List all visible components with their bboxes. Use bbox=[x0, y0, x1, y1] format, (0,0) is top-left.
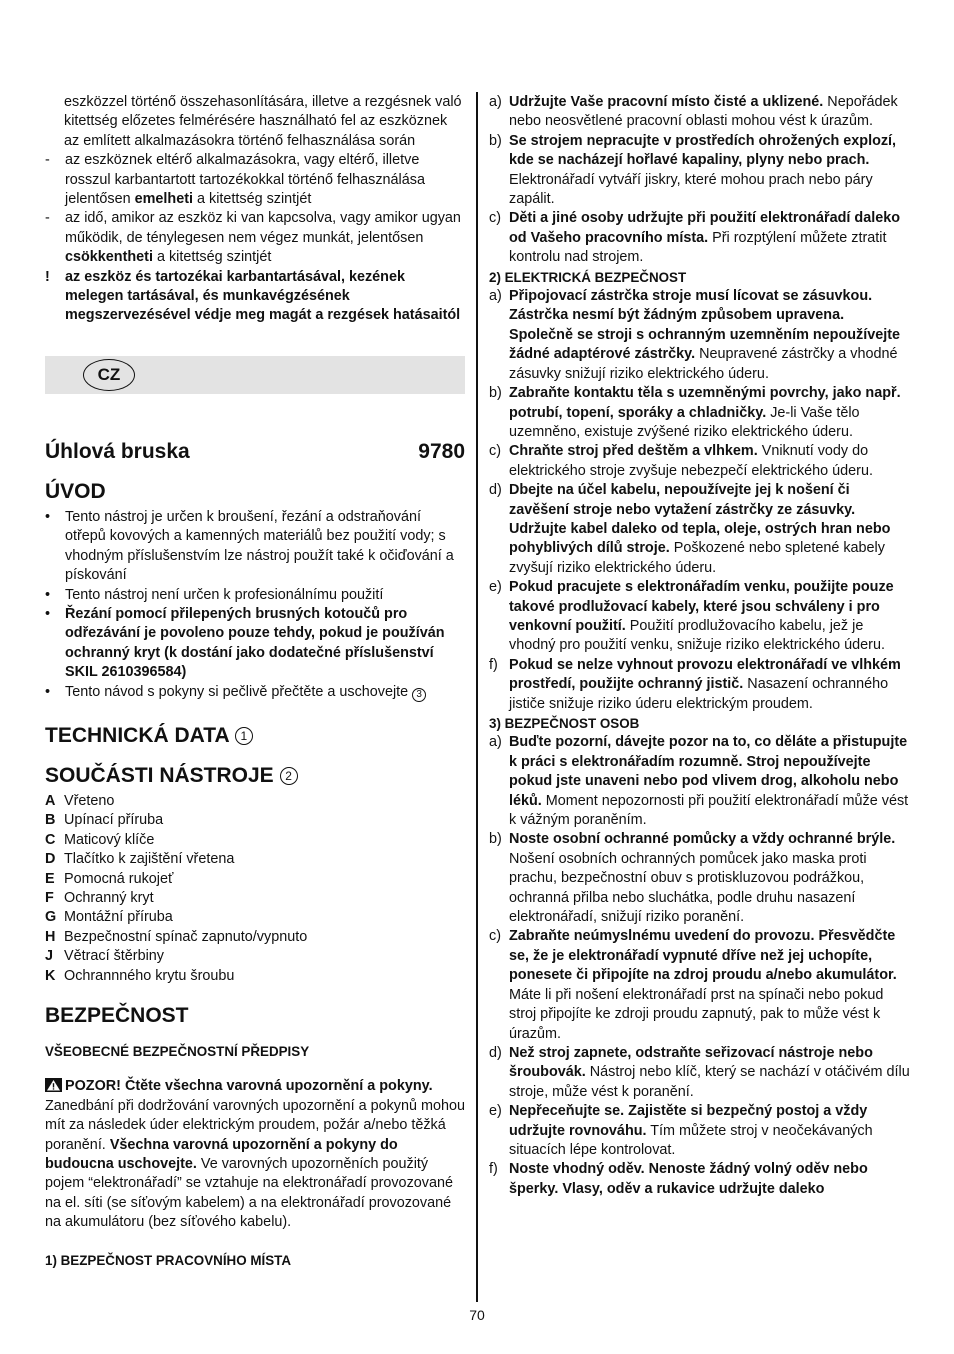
parts-list bbox=[45, 792, 465, 986]
bullet-item: • Řezání pomocí přilepených brusných kotoučů pro odřezávání je povoleno pouze tehdy, pokud je používán ochranný kryt (k dostání jako dodatečné příslušenství SKIL 2610396584) bbox=[45, 605, 445, 681]
safety-item: a) Buďte pozorní, dávejte pozor na to, co děláte a přistupujte k práci s elektronářadím rozumně. Stroj nepoužívejte pokud jste unaveni nebo pod vlivem drog, alkoholu nebo léků. Moment nepozornosti při použití elektronářadí může vést k vážným poraněním. bbox=[489, 734, 909, 829]
part-label: Větrací štěrbiny bbox=[64, 948, 164, 965]
part-label: Ochranný kryt bbox=[64, 889, 154, 906]
warning-triangle-icon bbox=[45, 1078, 62, 1092]
page-number: 70 bbox=[469, 1307, 485, 1323]
safety-item: d) Než stroj zapnete, odstraňte seřizovací nástroje nebo šroubovák. Nástroj nebo klíč, který se nachází v otáčivém dílu stroje, může vést k poranění. bbox=[489, 1044, 910, 1100]
part-letter: C bbox=[45, 831, 56, 848]
part-letter: K bbox=[45, 967, 56, 984]
language-badge: CZ bbox=[83, 359, 135, 391]
part-label: Montážní příruba bbox=[64, 909, 173, 926]
part-item bbox=[45, 850, 465, 869]
part-item bbox=[45, 831, 465, 850]
part-item bbox=[45, 889, 465, 908]
part-label: Tlačítko k zajištění vřetena bbox=[64, 851, 235, 868]
general-safety-heading: VŠEOBECNÉ BEZPEČNOSTNÍ PŘEDPISY bbox=[45, 1044, 310, 1059]
bullet-item: • Tento nástroj není určen k profesionálnímu použití bbox=[45, 586, 384, 603]
part-label: Bezpečnostní spínač zapnuto/vypnuto bbox=[64, 928, 308, 945]
bullet-item: • Tento nástroj je určen k broušení, řezání a odstraňování otřepů kovových a kamenných materiálů bez použití vody; s vhodným příslušenstvím lze nástroj použít také k očiďování a pískování bbox=[45, 508, 454, 584]
part-item bbox=[45, 967, 465, 986]
personal-safety-heading: 3) BEZPEČNOST OSOB bbox=[489, 716, 640, 731]
hu-warning-item: ! az eszköz és tartozékai karbantartásával, kezének melegen tartásával, és munkavégzésének megszervezésével védje meg magát a rezgések hatásaitól bbox=[45, 268, 461, 324]
part-item bbox=[45, 811, 465, 830]
safety-item: f) Noste vhodný oděv. Nenoste žádný volný oděv nebo šperky. Vlasy, oděv a rukavice udržujte daleko bbox=[489, 1161, 868, 1197]
personal-safety-list bbox=[489, 733, 911, 1199]
safety-item: c) Chraňte stroj před deštěm a vlhkem. Vniknutí vody do elektrického stroje zvyšuje nebezpečí elektrického úderu. bbox=[489, 443, 873, 479]
part-label: Upínací příruba bbox=[64, 812, 164, 829]
part-label: Maticový klíče bbox=[64, 831, 155, 848]
safety-item: d) Dbejte na účel kabelu, nepoužívejte jej k nošení či zavěšení stroje nebo vytažení zástrčky ze zásuvky. Udržujte kabel daleko od tepla, oleje, ostrých hran nebo pohyblivých dílů stroje. Poškozené nebo spletené kabely zvyšují riziko elektrického úderu. bbox=[489, 482, 891, 576]
hu-dash-item: - az eszköznek eltérő alkalmazásokra, vagy eltérő, illetve rosszul karbantartott tartozékokkal történő felhasználása jelentősen emelheti a kitettség szintjét bbox=[45, 152, 425, 208]
part-label: Pomocná rukojeť bbox=[64, 870, 174, 887]
column-divider bbox=[476, 92, 478, 1302]
safety-item: a) Udržujte Vaše pracovní místo čisté a uklizené. Nepořádek nebo neosvětlené pracovní oblasti mohou vést k úrazům. bbox=[489, 94, 898, 130]
safety-item: c) Děti a jiné osoby udržujte při použití elektronářadí daleko od Vašeho pracovního místa. Při rozptýlení můžete ztratit kontrolu nad strojem. bbox=[489, 210, 901, 266]
part-letter: G bbox=[45, 909, 57, 926]
part-letter: B bbox=[45, 812, 56, 829]
part-letter: H bbox=[45, 928, 56, 945]
part-item bbox=[45, 792, 465, 811]
safety-item: e) Pokud pracujete s elektronářadím venku, použijte pouze takové prodlužovací kabely, které jsou schváleny i pro venkovní použití. Použití prodlužovacího kabelu, jež je vhodný pro použití venku, snižuje riziko elektrického úderu. bbox=[489, 579, 894, 654]
part-letter: A bbox=[45, 792, 56, 809]
bullet-item: • Tento návod s pokyny si pečlivě přečtěte a uschovejte 3 bbox=[45, 683, 465, 702]
part-item bbox=[45, 928, 465, 947]
product-title bbox=[45, 440, 465, 464]
hu-intro: eszközzel történő összehasonlítására, illetve a rezgésnek való kitettség előzetes felmérésére használható fel az eszköznek az említett alkalmazásokra történő felhasználása során bbox=[64, 94, 462, 149]
part-label: Vřeteno bbox=[64, 792, 115, 809]
part-item bbox=[45, 947, 465, 966]
part-letter: E bbox=[45, 870, 55, 887]
general-warning: POZOR! Čtěte všechna varovná upozornění a pokyny. Zanedbání při dodržování varovných upozornění a pokynů mohou mít za následek úder elektrickým proudem, požár a/nebo těžká poranění. Všechna varovná upozornění a pokyny do budoucna uschovejte. Ve varovných upozorněních použitý pojem “elektronářadí” se vztahuje na elektronářadí provozované na el. síti (se síťovým kabelem) a na elektronářadí provozované na akumulátoru (bez síťového kabelu). bbox=[45, 1078, 465, 1231]
section-heading-safety: BEZPEČNOST bbox=[45, 1004, 189, 1027]
work-area-safety-heading: 1) BEZPEČNOST PRACOVNÍHO MÍSTA bbox=[45, 1252, 292, 1268]
section-heading-tech: TECHNICKÁ DATA 1 bbox=[45, 724, 465, 748]
right-column bbox=[489, 93, 911, 1199]
part-letter: D bbox=[45, 851, 56, 868]
safety-item: e) Nepřeceňujte se. Zajistěte si bezpečný postoj a vždy udržujte rovnováhu. Tím můžete stroj v neočekávaných situacích lépe kontrolovat. bbox=[489, 1103, 873, 1158]
figure-ref: 3 bbox=[412, 688, 426, 702]
electrical-safety-heading: 2) ELEKTRICKÁ BEZPEČNOST bbox=[489, 269, 687, 285]
part-label: Ochrannného krytu šroubu bbox=[64, 967, 235, 984]
safety-item: f) Pokud se nelze vyhnout provozu elektronářadí ve vlhkém prostředí, použijte ochranný jistič. Nasazení ochranného jističe snižuje riziko úderu elektrickým proudem. bbox=[489, 656, 901, 712]
safety-item: b) Noste osobní ochranné pomůcky a vždy ochranné brýle. Nošení osobních ochranných pomůcek jako maska proti prachu, bezpečnostní obuv s protiskluzovou podrážkou, ochranná přilba nebo sluchátka, podle druhu nasazení elektronářadí, snižují riziko poranění. bbox=[489, 831, 896, 926]
part-item bbox=[45, 908, 465, 927]
part-letter: F bbox=[45, 889, 54, 906]
part-letter: J bbox=[45, 948, 54, 965]
figure-ref: 1 bbox=[235, 727, 253, 745]
section-heading-uvod: ÚVOD bbox=[45, 479, 106, 503]
part-item bbox=[45, 870, 465, 889]
safety-item: b) Zabraňte kontaktu těla s uzemněnými povrchy, jako např. potrubí, topení, sporáky a chladničky. Je-li Vaše tělo uzemněno, existuje zvýšené riziko elektrického úderu. bbox=[489, 385, 901, 440]
language-band bbox=[45, 356, 465, 394]
safety-item: b) Se strojem nepracujte v prostředích ohrožených explozí, kde se nacházejí hořlavé kapaliny, plyny nebo prach. Elektronářadí vytváří jiskry, které mohou prach nebo páry zapálit. bbox=[489, 132, 897, 208]
left-column bbox=[45, 93, 465, 1270]
safety-item: c) Zabraňte neúmyslnému uvedení do provozu. Přesvědčte se, že je elektronářadí vypnuté dříve než jej uchopíte, ponesete či připojíte na zdroj proudu a/nebo akumulátor. Máte li při nošení elektronářadí prst na spínači nebo pokud stroj připojíte ke zdroji proudu zapnutý, pak to může vést k úrazům. bbox=[489, 928, 897, 1042]
figure-ref: 2 bbox=[280, 767, 298, 785]
product-name: Úhlová bruska bbox=[45, 439, 190, 463]
work-area-safety-list bbox=[489, 93, 911, 268]
hu-dash-item: - az idő, amikor az eszköz ki van kapcsolva, vagy amikor ugyan működik, de ténylegesen nem végez munkát, jelentősen csökkentheti a kitettség szintjét bbox=[45, 210, 461, 266]
product-model: 9780 bbox=[418, 439, 465, 463]
safety-item: a) Připojovací zástrčka stroje musí lícovat se zásuvkou. Zástrčka nesmí být žádným způsobem upravena. Společně se stroji s ochranným uzemněním nepoužívejte žádné adaptérové zástrčky. Neupravené zástrčky a vhodné zásuvky snižují riziko elektrického úderu. bbox=[489, 288, 901, 382]
electrical-safety-list bbox=[489, 287, 911, 714]
section-heading-parts: SOUČÁSTI NÁSTROJE 2 bbox=[45, 764, 465, 788]
